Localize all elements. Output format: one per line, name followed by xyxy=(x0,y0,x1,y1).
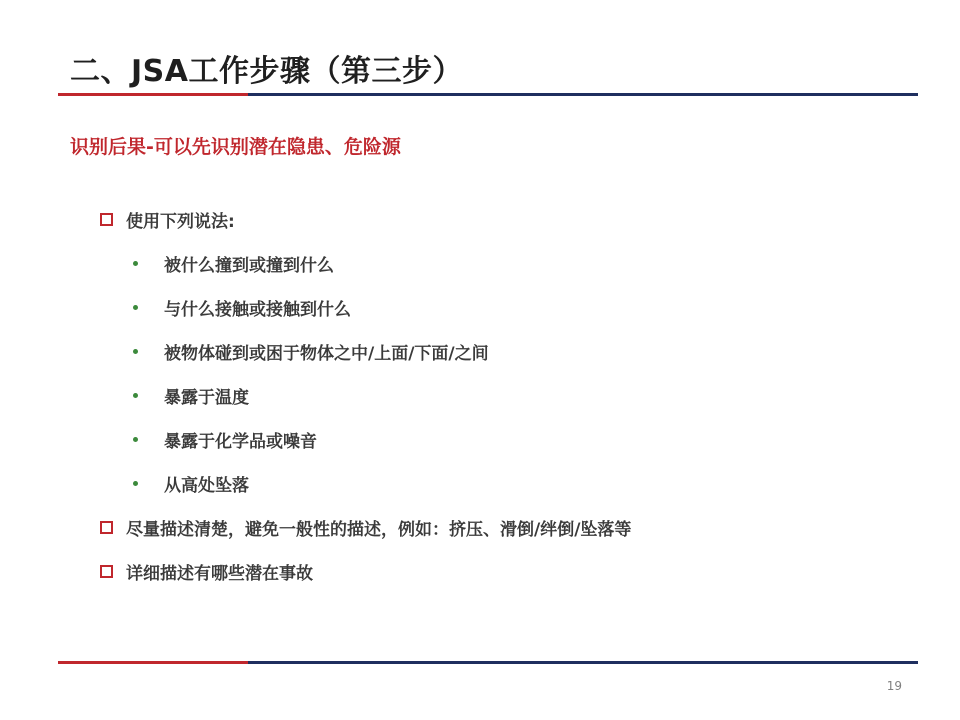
slide-title: 二、JSA工作步骤（第三步） xyxy=(70,54,463,89)
bullet-list xyxy=(100,204,920,586)
sub-bullet-text: 暴露于温度 xyxy=(164,387,249,408)
bullet-text: 详细描述有哪些潜在事故 xyxy=(126,563,313,584)
sub-bullet-text: 暴露于化学品或噪音 xyxy=(164,431,317,452)
bullet-item xyxy=(100,512,920,542)
hollow-square-icon xyxy=(100,521,113,534)
hollow-square-icon xyxy=(100,213,113,226)
sub-bullet-item xyxy=(100,292,920,322)
dot-icon xyxy=(133,261,138,266)
divider-red-segment xyxy=(58,661,248,664)
sub-bullet-item xyxy=(100,336,920,366)
sub-bullet-text: 从高处坠落 xyxy=(164,475,249,496)
bullet-item xyxy=(100,556,920,586)
sub-bullet-text: 被物体碰到或困于物体之中/上面/下面/之间 xyxy=(164,343,489,364)
sub-bullet-text: 被什么撞到或撞到什么 xyxy=(164,255,334,276)
divider-blue-segment xyxy=(248,93,918,96)
bullet-text: 尽量描述清楚，避免一般性的描述，例如：挤压、滑倒/绊倒/坠落等 xyxy=(126,519,632,540)
sub-bullet-item xyxy=(100,424,920,454)
header-divider xyxy=(58,93,918,96)
sub-bullet-item xyxy=(100,468,920,498)
dot-icon xyxy=(133,393,138,398)
bullet-item xyxy=(100,204,920,234)
footer-divider xyxy=(58,661,918,664)
sub-bullet-item xyxy=(100,248,920,278)
slide-subtitle: 识别后果-可以先识别潜在隐患、危险源 xyxy=(70,136,401,158)
hollow-square-icon xyxy=(100,565,113,578)
bullet-text: 使用下列说法: xyxy=(126,211,235,232)
divider-blue-segment xyxy=(248,661,918,664)
dot-icon xyxy=(133,305,138,310)
page-number: 19 xyxy=(886,679,902,693)
dot-icon xyxy=(133,481,138,486)
sub-bullet-item xyxy=(100,380,920,410)
divider-red-segment xyxy=(58,93,248,96)
dot-icon xyxy=(133,437,138,442)
sub-bullet-text: 与什么接触或接触到什么 xyxy=(164,299,351,320)
dot-icon xyxy=(133,349,138,354)
